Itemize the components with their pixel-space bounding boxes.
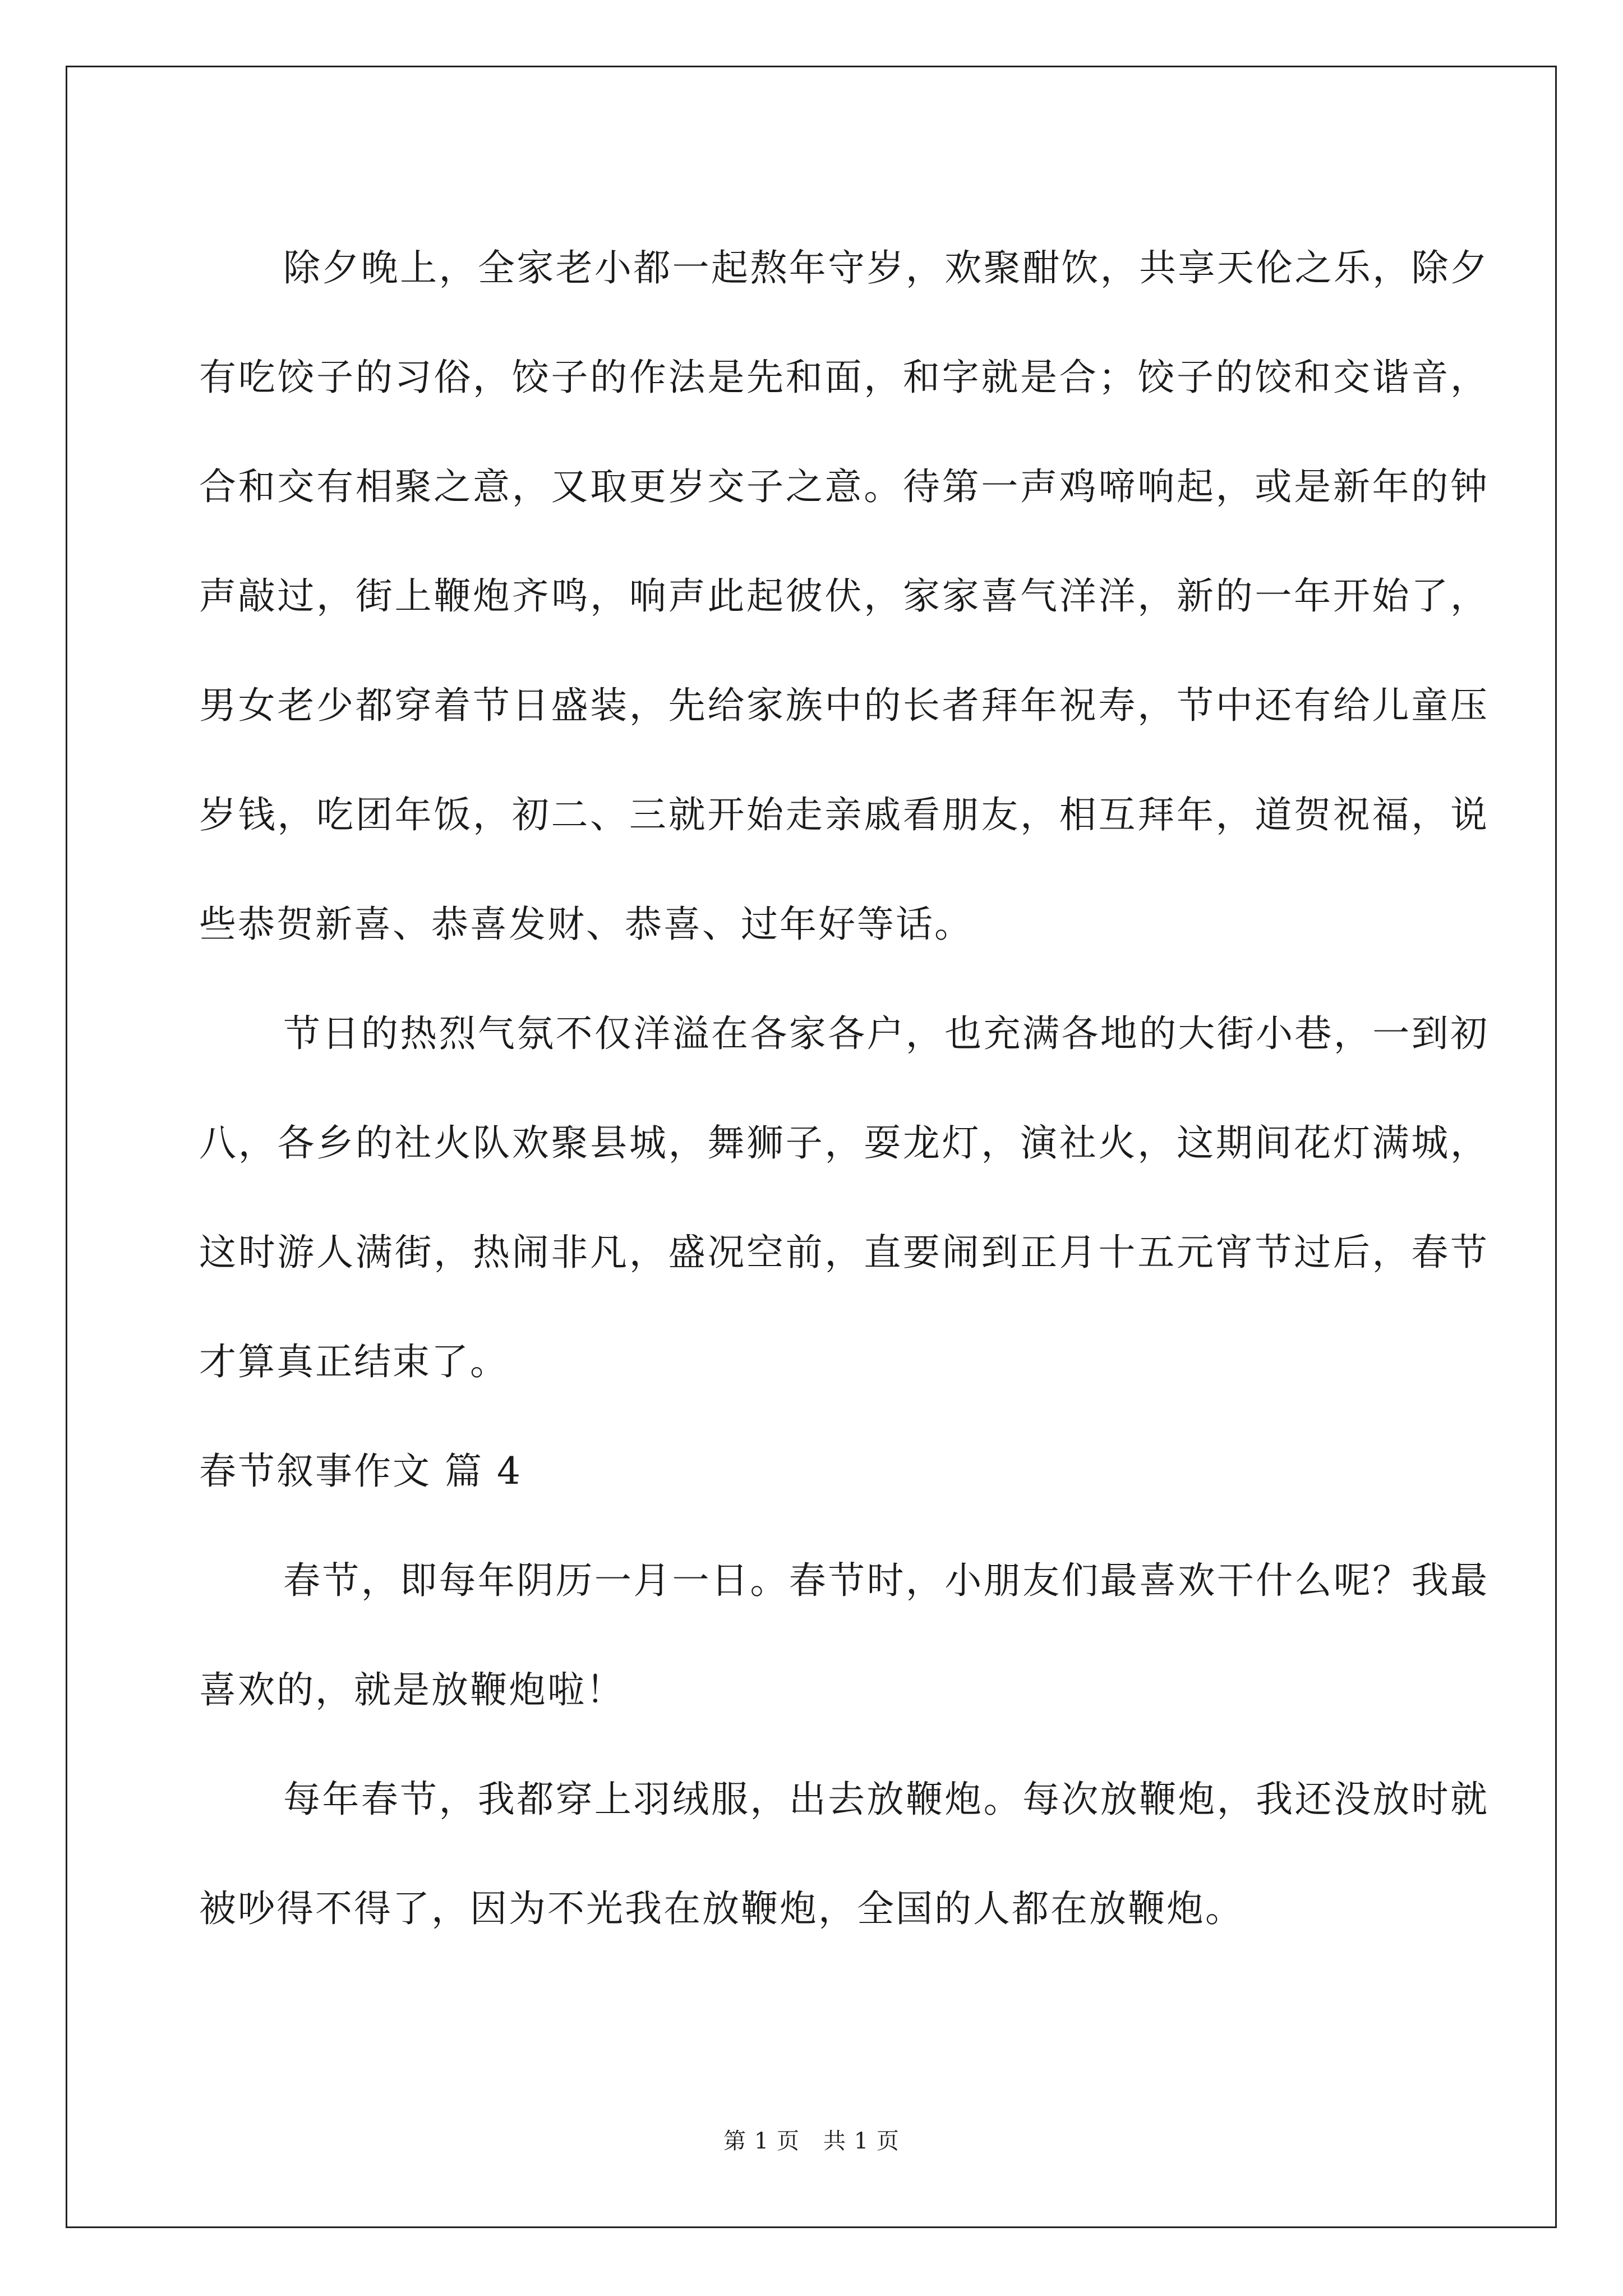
page-total: 共 1 页 — [823, 2128, 900, 2154]
paragraph-spring-festival-intro: 春节，即每年阴历一月一日。春节时，小朋友们最喜欢干什么呢？我最喜欢的，就是放鞭炮啦！ — [199, 1559, 1489, 1711]
document-body — [199, 213, 1489, 1963]
page-footer — [0, 2123, 1623, 2155]
paragraph-new-year-eve: 除夕晚上，全家老小都一起熬年守岁，欢聚酣饮，共享天伦之乐，除夕有吃饺子的习俗，饺子的作法是先和面，和字就是合；饺子的饺和交谐音，合和交有相聚之意，又取更岁交子之意。待第一声鸡啼响起，或是新年的钟声敲过，街上鞭炮齐鸣，响声此起彼伏，家家喜气洋洋，新的一年开始了，男女老少都穿着节日盛装，先给家族中的长者拜年祝寿，节中还有给儿童压岁钱，吃团年饭，初二、三就开始走亲戚看朋友，相互拜年，道贺祝福，说些恭贺新喜、恭喜发财、恭喜、过年好等话。 — [199, 246, 1489, 946]
paragraph-festival-atmosphere: 节日的热烈气氛不仅洋溢在各家各户，也充满各地的大街小巷，一到初八，各乡的社火队欢聚县城，舞狮子，耍龙灯，演社火，这期间花灯满城，这时游人满街，热闹非凡，盛况空前，直要闹到正月十五元宵节过后，春节才算真正结束了。 — [199, 1012, 1489, 1383]
paragraph-firecrackers: 每年春节，我都穿上羽绒服，出去放鞭炮。每次放鞭炮，我还没放时就被吵得不得了，因为不光我在放鞭炮，全国的人都在放鞭炮。 — [199, 1778, 1489, 1930]
page-number: 第 1 页 — [723, 2128, 800, 2154]
section-heading: 春节叙事作文 篇 4 — [199, 1450, 522, 1493]
